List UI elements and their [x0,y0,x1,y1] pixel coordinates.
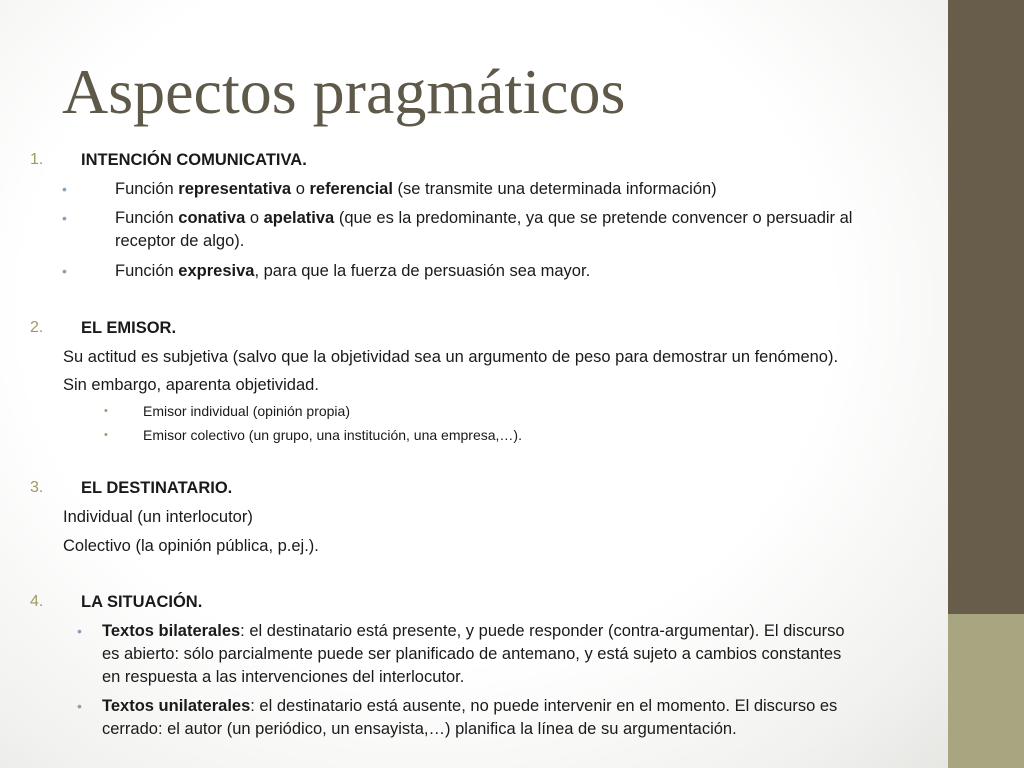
bullet-text: Función expresiva, para que la fuerza de persuasión sea mayor. [115,262,591,280]
bullet-text: Textos bilaterales: el destinatario está presente, y puede responder (contra-argumentar). El discurso [102,622,845,640]
bullet-icon: • [62,210,67,226]
bullet-icon: • [62,181,67,197]
section-heading: INTENCIÓN COMUNICATIVA. [81,151,307,169]
section-heading: EL EMISOR. [81,319,177,337]
bullet-icon: • [104,429,108,441]
section-number: 1. [30,151,44,168]
bullet-text: Función conativa o apelativa (que es la predominante, ya que se pretende convencer o persuadir al [115,209,853,227]
sidebar-accent-dark [948,0,1024,614]
section-number: 4. [30,593,44,610]
section-heading: EL DESTINATARIO. [81,479,233,497]
sidebar-accent-light [948,614,1024,768]
slide-title: Aspectos pragmáticos [62,56,626,127]
bullet-text: Textos unilaterales: el destinatario está ausente, no puede intervenir en el momento. El discurso es [102,697,838,715]
section-number: 3. [30,479,44,496]
bullet-icon: • [62,263,67,279]
bullet-icon: • [104,405,108,417]
bullet-text: Función representativa o referencial (se transmite una determinada información) [115,180,717,198]
section-heading: LA SITUACIÓN. [81,593,203,611]
section-number: 2. [30,319,44,336]
bullet-icon: • [77,698,82,714]
bullet-icon: • [77,623,82,639]
